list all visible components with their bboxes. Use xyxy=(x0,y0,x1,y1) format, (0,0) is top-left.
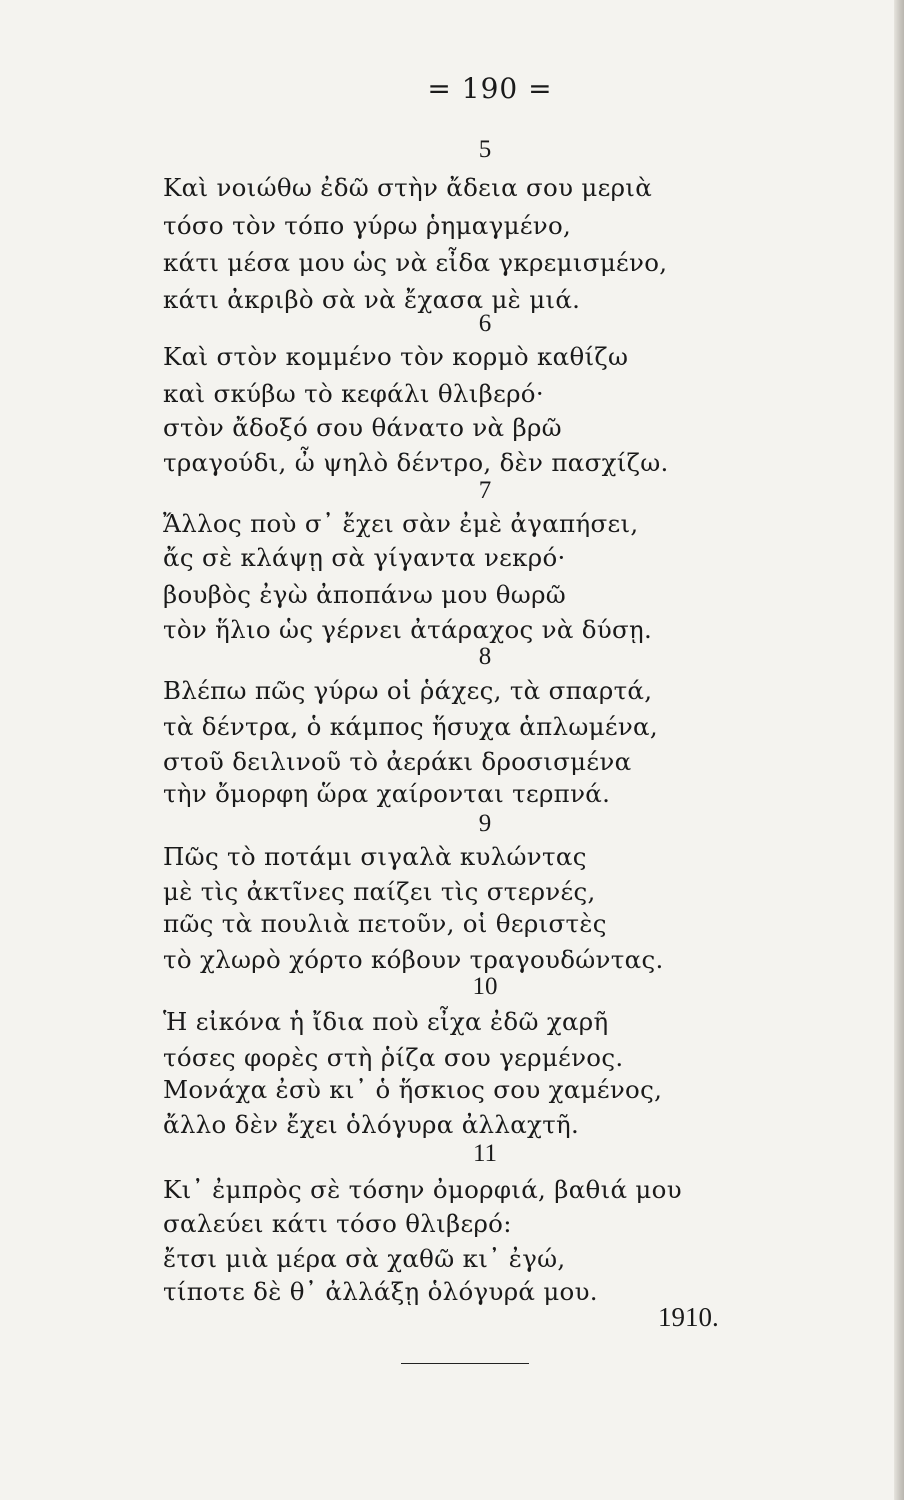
verse-line: ἄς σὲ κλάψῃ σὰ γίγαντα νεκρό· xyxy=(163,543,566,572)
verse-line: τίποτε δὲ θ᾿ ἀλλάξῃ ὁλόγυρά μου. xyxy=(163,1277,598,1306)
verse-line: Καὶ στὸν κομμένο τὸν κορμὸ καθίζω xyxy=(163,342,629,371)
closing-rule xyxy=(401,1363,529,1364)
verse-line: Ἄλλος ποὺ σ᾿ ἔχει σὰν ἐμὲ ἀγαπήσει, xyxy=(163,509,639,538)
verse-line: τραγούδι, ὦ ψηλὸ δέντρο, δὲν πασχίζω. xyxy=(163,448,669,477)
verse-line: Βλέπω πῶς γύρω οἱ ῥάχες, τὰ σπαρτά, xyxy=(163,676,653,705)
verse-line: τόσο τὸν τόπο γύρω ῥημαγμένο, xyxy=(163,211,572,240)
stanza-number: 8 xyxy=(478,643,492,670)
verse-line: πῶς τὰ πουλιὰ πετοῦν, οἱ θεριστὲς xyxy=(163,909,607,938)
stanza-number: 10 xyxy=(472,973,498,1000)
verse-line: τὴν ὄμορφη ὥρα χαίρονται τερπνά. xyxy=(163,779,611,808)
verse-line: κάτι μέσα μου ὡς νὰ εἶδα γκρεμισμένο, xyxy=(163,248,668,277)
verse-line: βουβὸς ἐγὼ ἀποπάνω μου θωρῶ xyxy=(163,580,567,609)
verse-line: τὸ χλωρὸ χόρτο κόβουν τραγουδώντας. xyxy=(163,945,664,974)
page-number: = 190 = xyxy=(427,72,553,105)
page-edge xyxy=(894,0,904,1500)
verse-line: στὸν ἄδοξό σου θάνατο νὰ βρῶ xyxy=(163,413,562,442)
verse-line: στοῦ δειλινοῦ τὸ ἀεράκι δροσισμένα xyxy=(163,747,632,776)
stanza-number: 5 xyxy=(478,136,492,163)
stanza-number: 9 xyxy=(478,810,492,837)
verse-line: Κι᾿ ἐμπρὸς σὲ τόσην ὀμορφιά, βαθιά μου xyxy=(163,1175,682,1204)
verse-line: Πῶς τὸ ποτάμι σιγαλὰ κυλώντας xyxy=(163,842,587,871)
verse-line: τὰ δέντρα, ὁ κάμπος ἥσυχα ἁπλωμένα, xyxy=(163,712,658,741)
verse-line: καὶ σκύβω τὸ κεφάλι θλιβερό· xyxy=(163,379,544,408)
verse-line: μὲ τὶς ἀκτῖνες παίζει τὶς στερνές, xyxy=(163,877,596,906)
verse-line: ἔτσι μιὰ μέρα σὰ χαθῶ κι᾿ ἐγώ, xyxy=(163,1244,566,1273)
verse-line: σαλεύει κάτι τόσο θλιβερό: xyxy=(163,1209,512,1238)
verse-line: Καὶ νοιώθω ἐδῶ στὴν ἄδεια σου μεριὰ xyxy=(163,173,653,202)
verse-line: ἄλλο δὲν ἔχει ὁλόγυρα ἀλλαχτῆ. xyxy=(163,1110,580,1139)
verse-line: τόσες φορὲς στὴ ῥίζα σου γερμένος. xyxy=(163,1043,624,1072)
stanza-number: 6 xyxy=(478,310,492,337)
stanza-number: 7 xyxy=(478,477,492,504)
verse-line: κάτι ἀκριβὸ σὰ νὰ ἔχασα μὲ μιά. xyxy=(163,285,581,314)
verse-line: Ἡ εἰκόνα ἡ ἴδια ποὺ εἶχα ἐδῶ χαρῆ xyxy=(163,1007,609,1036)
poem-date: 1910. xyxy=(658,1302,719,1332)
verse-line: Μονάχα ἐσὺ κι᾿ ὁ ἥσκιος σου χαμένος, xyxy=(163,1075,663,1104)
stanza-number: 11 xyxy=(472,1140,498,1167)
verse-line: τὸν ἥλιο ὡς γέρνει ἀτάραχος νὰ δύσῃ. xyxy=(163,615,653,644)
